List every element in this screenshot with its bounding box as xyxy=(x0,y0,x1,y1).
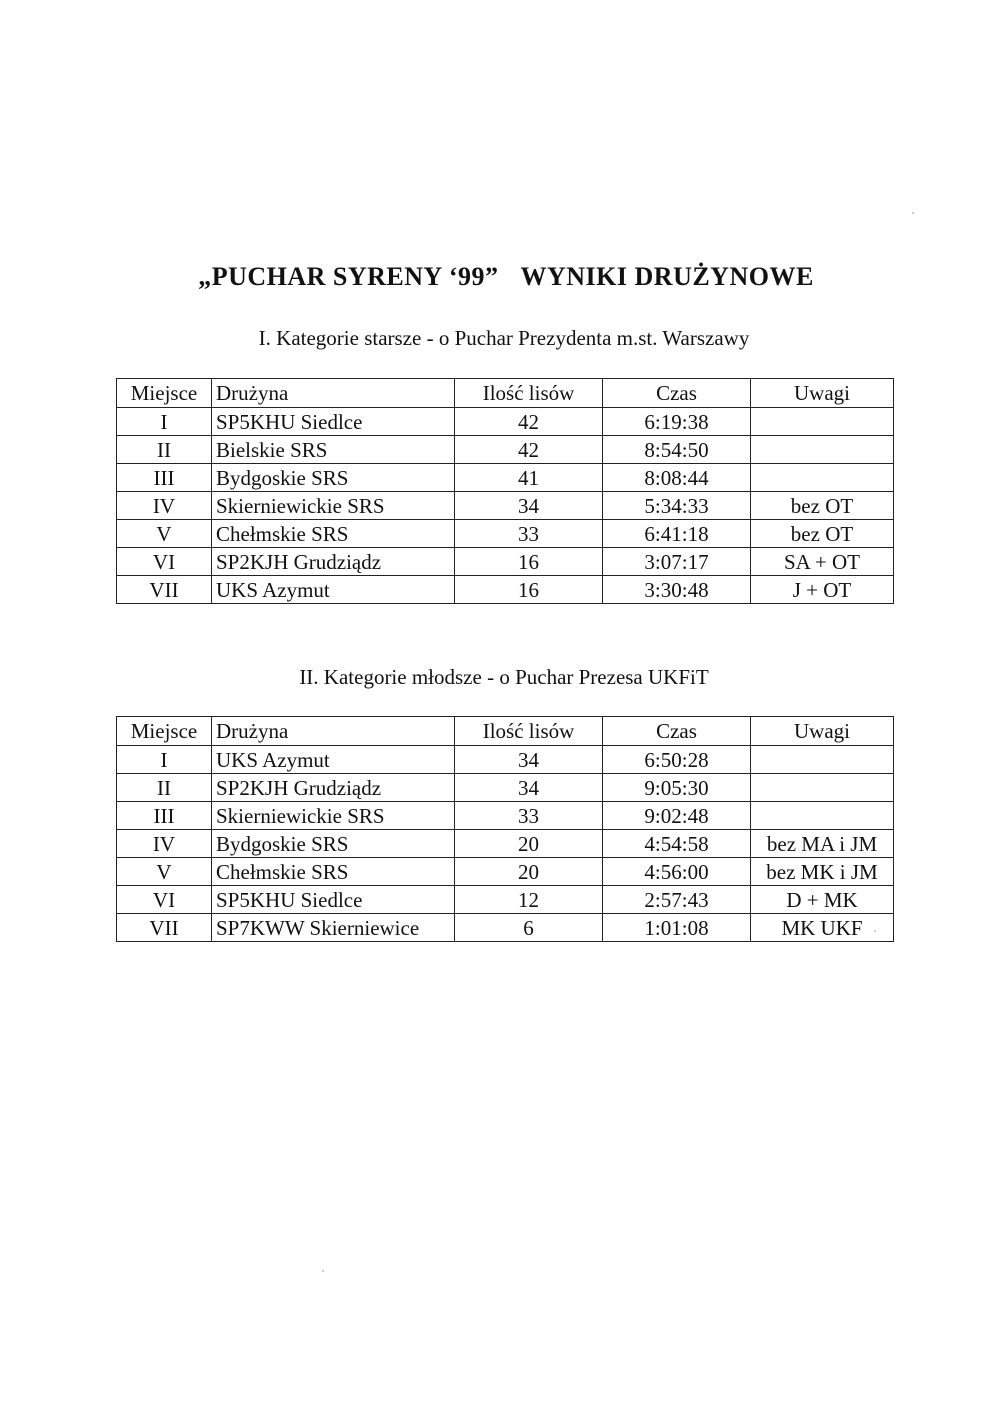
cell-team: SP5KHU Siedlce xyxy=(212,886,455,914)
cell-time: 6:50:28 xyxy=(603,746,751,774)
column-header-place: Miejsce xyxy=(117,717,212,746)
table-row xyxy=(117,858,894,886)
cell-team: Bydgoskie SRS xyxy=(212,464,455,492)
column-header-notes: Uwagi xyxy=(751,717,894,746)
table-row xyxy=(117,520,894,548)
cell-place: V xyxy=(117,520,212,548)
cell-place: VI xyxy=(117,548,212,576)
cell-place: III xyxy=(117,464,212,492)
cell-foxes: 42 xyxy=(455,436,603,464)
cell-time: 4:56:00 xyxy=(603,858,751,886)
cell-place: II xyxy=(117,436,212,464)
cell-time: 8:08:44 xyxy=(603,464,751,492)
cell-time: 4:54:58 xyxy=(603,830,751,858)
cell-time: 5:34:33 xyxy=(603,492,751,520)
cell-team: UKS Azymut xyxy=(212,746,455,774)
column-header-notes: Uwagi xyxy=(751,379,894,408)
cell-time: 6:41:18 xyxy=(603,520,751,548)
results-body-junior xyxy=(117,746,894,942)
cell-foxes: 34 xyxy=(455,746,603,774)
cell-team: Chełmskie SRS xyxy=(212,858,455,886)
table-row xyxy=(117,492,894,520)
cell-foxes: 16 xyxy=(455,576,603,604)
cell-foxes: 42 xyxy=(455,408,603,436)
scan-speck xyxy=(912,212,914,214)
cell-notes: MK UKF xyxy=(751,914,894,942)
cell-foxes: 33 xyxy=(455,520,603,548)
cell-time: 2:57:43 xyxy=(603,886,751,914)
cell-time: 8:54:50 xyxy=(603,436,751,464)
cell-place: VI xyxy=(117,886,212,914)
cell-team: UKS Azymut xyxy=(212,576,455,604)
table-row xyxy=(117,436,894,464)
cell-place: II xyxy=(117,774,212,802)
cell-foxes: 20 xyxy=(455,830,603,858)
column-header-time: Czas xyxy=(603,379,751,408)
table-row xyxy=(117,408,894,436)
results-table-senior xyxy=(116,378,894,604)
column-header-place: Miejsce xyxy=(117,379,212,408)
cell-team: Bydgoskie SRS xyxy=(212,830,455,858)
cell-team: Skierniewickie SRS xyxy=(212,802,455,830)
cell-notes: D + MK xyxy=(751,886,894,914)
cell-time: 3:07:17 xyxy=(603,548,751,576)
cell-foxes: 20 xyxy=(455,858,603,886)
cell-foxes: 6 xyxy=(455,914,603,942)
table-row xyxy=(117,802,894,830)
cell-notes xyxy=(751,464,894,492)
column-header-foxes: Ilość lisów xyxy=(455,379,603,408)
cell-notes xyxy=(751,408,894,436)
title-part-2: WYNIKI DRUŻYNOWE xyxy=(520,262,814,291)
cell-team: Skierniewickie SRS xyxy=(212,492,455,520)
results-body-senior xyxy=(117,408,894,604)
cell-notes xyxy=(751,436,894,464)
cell-notes xyxy=(751,774,894,802)
column-header-foxes: Ilość lisów xyxy=(455,717,603,746)
page-title xyxy=(0,262,1000,292)
cell-team: SP2KJH Grudziądz xyxy=(212,774,455,802)
cell-foxes: 12 xyxy=(455,886,603,914)
cell-team: SP2KJH Grudziądz xyxy=(212,548,455,576)
cell-notes: bez MA i JM xyxy=(751,830,894,858)
cell-team: Bielskie SRS xyxy=(212,436,455,464)
cell-time: 1:01:08 xyxy=(603,914,751,942)
table-header-row xyxy=(117,379,894,408)
cell-notes: bez OT xyxy=(751,492,894,520)
table-row xyxy=(117,830,894,858)
cell-team: SP5KHU Siedlce xyxy=(212,408,455,436)
results-table-junior xyxy=(116,716,894,942)
table-row xyxy=(117,746,894,774)
cell-time: 3:30:48 xyxy=(603,576,751,604)
cell-time: 9:02:48 xyxy=(603,802,751,830)
cell-foxes: 33 xyxy=(455,802,603,830)
cell-place: I xyxy=(117,746,212,774)
scan-speck xyxy=(874,930,876,932)
column-header-team: Drużyna xyxy=(212,717,455,746)
table-row xyxy=(117,464,894,492)
table-row xyxy=(117,576,894,604)
title-part-1: „PUCHAR SYRENY ‘99” xyxy=(198,262,499,291)
table-row xyxy=(117,886,894,914)
cell-foxes: 34 xyxy=(455,492,603,520)
cell-foxes: 41 xyxy=(455,464,603,492)
table-row xyxy=(117,914,894,942)
column-header-time: Czas xyxy=(603,717,751,746)
table-row xyxy=(117,548,894,576)
cell-notes: J + OT xyxy=(751,576,894,604)
cell-place: I xyxy=(117,408,212,436)
cell-notes: bez MK i JM xyxy=(751,858,894,886)
cell-notes: bez OT xyxy=(751,520,894,548)
cell-team: Chełmskie SRS xyxy=(212,520,455,548)
cell-time: 9:05:30 xyxy=(603,774,751,802)
cell-notes xyxy=(751,746,894,774)
cell-place: V xyxy=(117,858,212,886)
cell-place: VII xyxy=(117,914,212,942)
cell-time: 6:19:38 xyxy=(603,408,751,436)
table-header-row xyxy=(117,717,894,746)
cell-notes: SA + OT xyxy=(751,548,894,576)
cell-notes xyxy=(751,802,894,830)
cell-place: III xyxy=(117,802,212,830)
table-row xyxy=(117,774,894,802)
cell-team: SP7KWW Skierniewice xyxy=(212,914,455,942)
section-heading-senior: I. Kategorie starsze - o Puchar Prezydenta m.st. Warszawy xyxy=(258,326,750,350)
cell-place: IV xyxy=(117,830,212,858)
column-header-team: Drużyna xyxy=(212,379,455,408)
section-heading-junior: II. Kategorie młodsze - o Puchar Prezesa UKFiT xyxy=(299,665,709,689)
cell-foxes: 16 xyxy=(455,548,603,576)
cell-place: IV xyxy=(117,492,212,520)
cell-foxes: 34 xyxy=(455,774,603,802)
scan-speck xyxy=(322,1270,324,1272)
cell-place: VII xyxy=(117,576,212,604)
